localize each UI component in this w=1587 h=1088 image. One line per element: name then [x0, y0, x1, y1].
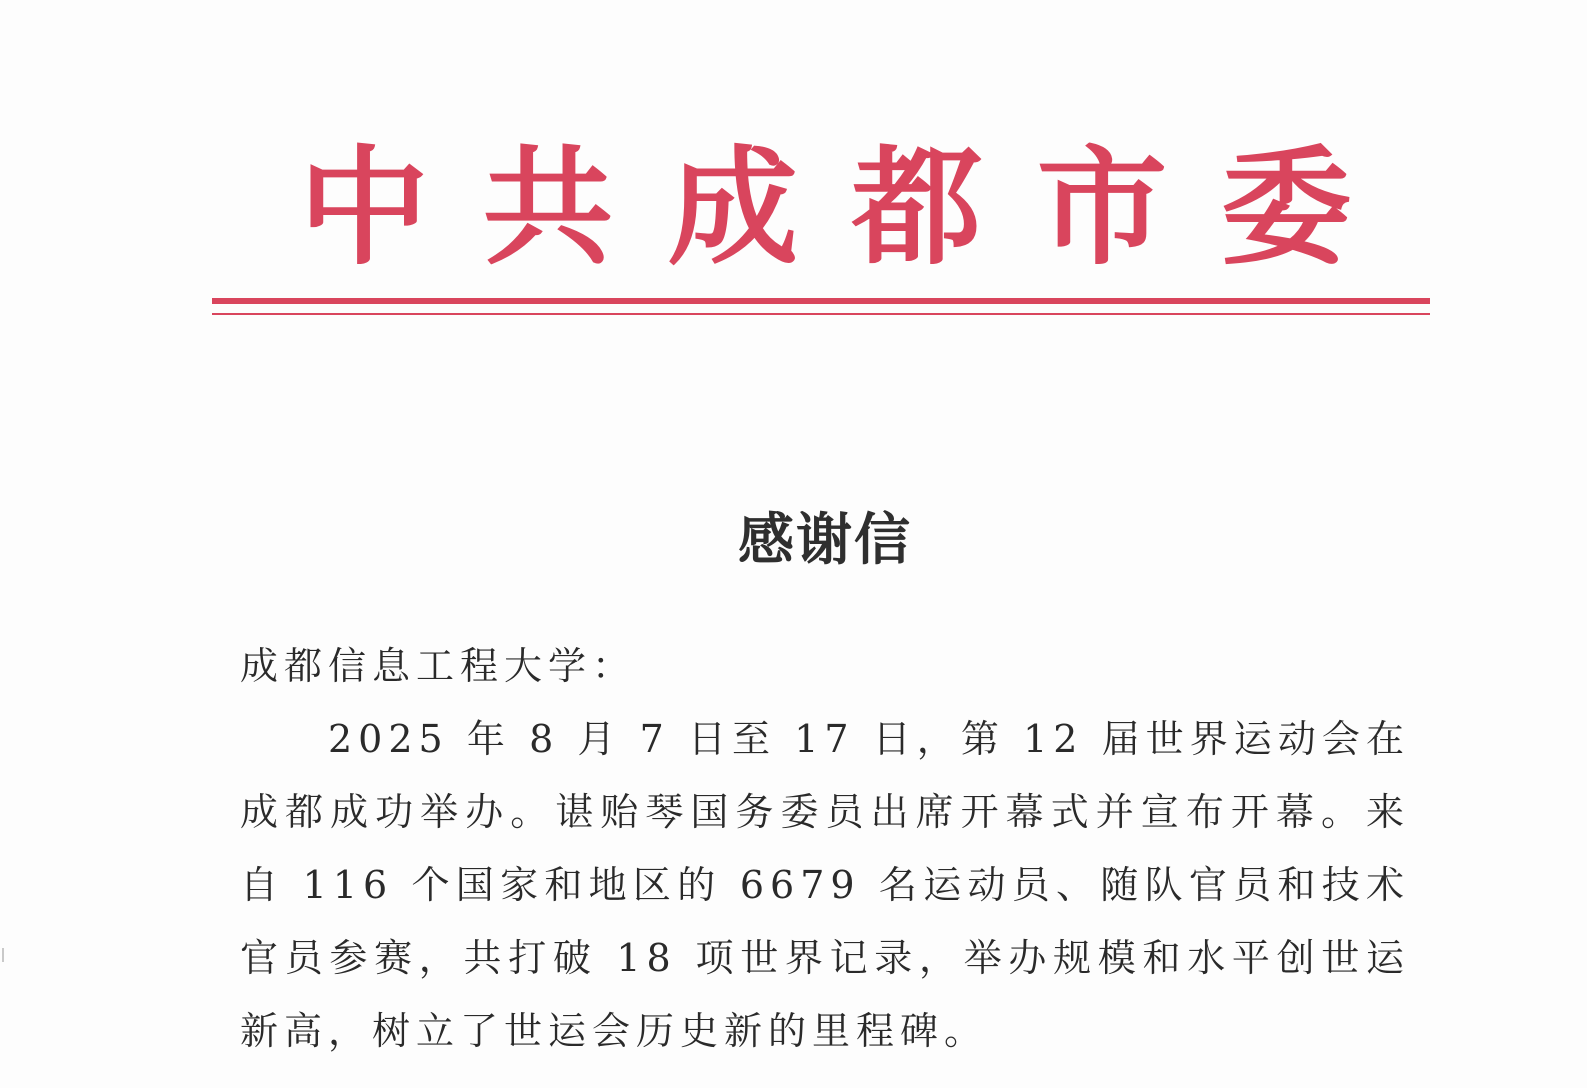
letterhead-char: 市 — [1036, 133, 1167, 283]
letterhead-rule-thick — [212, 298, 1430, 304]
letterhead — [298, 133, 1352, 283]
scan-edge-mark — [2, 948, 4, 962]
body-paragraph: 2025 年 8 月 7 日至 17 日，第 12 届世界运动会在成都成功举办。谌贻琴国务委员出席开幕式并宣布开幕。来自 116 个国家和地区的 6679 名运动员、随队官员和技术官员参赛，共打破 18 项世界记录，举办规模和水平创世运新高，树立了世运会历史新的里程碑。 — [240, 717, 1410, 1053]
letterhead-char: 都 — [851, 133, 983, 283]
letter-body — [240, 630, 1410, 1068]
letterhead-char: 中 — [298, 133, 430, 283]
letterhead-char: 成 — [667, 133, 799, 283]
letterhead-rule-thin — [212, 313, 1430, 315]
salutation: 成都信息工程大学： — [240, 644, 637, 688]
document-title: 感谢信 — [738, 508, 912, 573]
letterhead-char: 委 — [1220, 133, 1352, 283]
letterhead-char: 共 — [483, 133, 614, 283]
